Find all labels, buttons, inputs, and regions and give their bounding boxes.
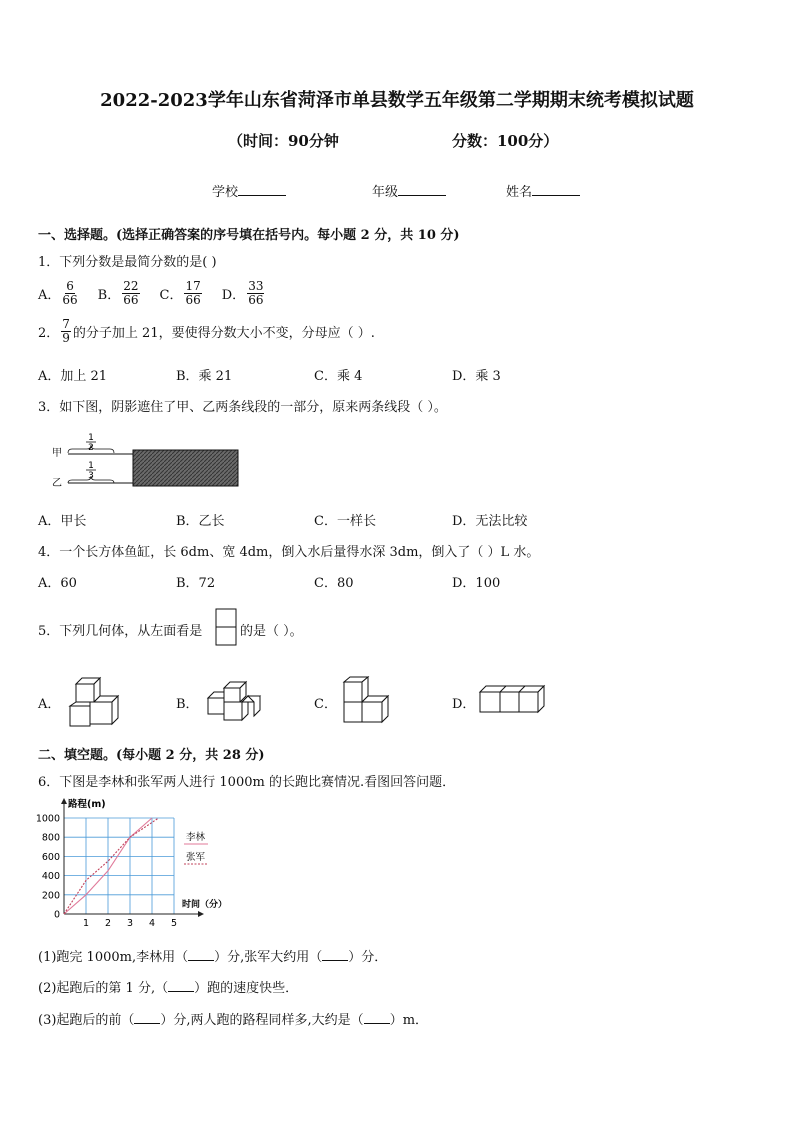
- answer-blank[interactable]: [188, 949, 214, 961]
- x-tick-label: 2: [104, 918, 112, 929]
- name-label: 姓名: [506, 185, 533, 200]
- q3-stem: 3．如下图，阴影遮住了甲、乙两条线段的一部分，原来两条线段（ ）。: [38, 400, 447, 415]
- x-axis-label: 时间（分）: [182, 900, 228, 910]
- legend-label: 李林: [186, 832, 206, 843]
- bottom-frac-den: 3: [88, 471, 94, 481]
- section2-title: 二、填空题。(每小题 2 分，共 28 分): [38, 748, 265, 763]
- page-title: 2022-2023学年山东省菏泽市单县数学五年级第二学期期末统考模拟试题: [100, 90, 694, 111]
- y-tick-label: 600: [41, 851, 60, 863]
- q1-option-a[interactable]: A． $\frac{6}{66}$: [38, 279, 78, 307]
- q5-stem-b: 的是（ ）。: [240, 624, 303, 639]
- top-frac-den: 2: [88, 443, 94, 453]
- name-field: [506, 181, 580, 200]
- q1-option-c[interactable]: C． $\frac{17}{66}$: [159, 279, 201, 307]
- q4-option-a[interactable]: A．60: [38, 576, 77, 591]
- bottom-frac-num: 1: [88, 461, 94, 471]
- fraction: $\frac{7}{9}$: [62, 317, 70, 345]
- name-blank[interactable]: [532, 183, 580, 196]
- q1-stem: 1．下列分数是最简分数的是( ): [38, 255, 217, 270]
- x-tick-label: 4: [148, 918, 156, 929]
- q2-option-a[interactable]: A．加上 21: [38, 369, 108, 384]
- top-frac-num: 1: [88, 433, 94, 443]
- q3-option-d[interactable]: D．无法比较: [452, 514, 528, 529]
- answer-blank[interactable]: [364, 1012, 390, 1024]
- exam-time: （时间：90分钟: [228, 132, 339, 150]
- x-tick-label: 5: [170, 918, 178, 929]
- left-view-icon: [215, 608, 237, 646]
- grade-blank[interactable]: [398, 183, 446, 196]
- legend-label: 张军: [186, 852, 206, 863]
- y-axis-arrow-icon: [61, 798, 67, 804]
- q3-option-c[interactable]: C．一样长: [314, 514, 376, 529]
- cube-solid-a-icon: [66, 674, 124, 728]
- q1-option-d[interactable]: D． $\frac{33}{66}$: [221, 279, 264, 307]
- q2-option-c[interactable]: C．乘 4: [314, 369, 363, 384]
- grade-label: 年级: [372, 185, 399, 200]
- answer-blank[interactable]: [168, 980, 194, 992]
- q4-option-c[interactable]: C．80: [314, 576, 354, 591]
- y-tick-label: 0: [53, 909, 60, 921]
- chart-ticks: [36, 814, 177, 930]
- fraction: $\frac{17}{66}$: [185, 279, 201, 307]
- shaded-cover: [133, 450, 238, 486]
- y-tick-label: 800: [41, 832, 60, 844]
- q2-stem: 2． $\frac{7}{9}$ 的分子加上 21，要使得分数大小不变，分母应（ ）.: [38, 317, 375, 345]
- school-field: [212, 181, 286, 200]
- y-tick-label: 400: [41, 871, 60, 883]
- y-axis-label: 路程(m): [68, 799, 106, 810]
- q3-option-b[interactable]: B．乙长: [176, 514, 225, 529]
- q6-sub3: (3)起跑后的前（ ）分,两人跑的路程同样多,大约是（ ）m．: [38, 1013, 429, 1028]
- q2-option-b[interactable]: B．乘 21: [176, 369, 233, 384]
- chart-series: [64, 818, 159, 914]
- q3-segment-figure: [40, 426, 270, 492]
- q4-option-b[interactable]: B．72: [176, 576, 216, 591]
- q5-stem-a: 5．下列几何体，从左面看是: [38, 624, 203, 639]
- chart-legend: [184, 831, 208, 864]
- running-distance-chart: [30, 796, 240, 932]
- fraction: $\frac{6}{66}$: [62, 279, 78, 307]
- q6-sub2: (2)起跑后的第 1 分,（ ）跑的速度快些．: [38, 981, 299, 996]
- jia-label: 甲: [52, 448, 62, 459]
- y-tick-label: 200: [41, 890, 60, 902]
- fraction: $\frac{33}{66}$: [248, 279, 264, 307]
- q5-option-d[interactable]: D．: [452, 697, 476, 712]
- q5-option-a[interactable]: A．: [38, 697, 61, 712]
- q6-sub1: (1)跑完 1000m,李林用（ ）分,张军大约用（ ）分．: [38, 950, 388, 965]
- cube-solid-d-icon: [478, 684, 546, 714]
- grade-field: [372, 181, 446, 200]
- x-axis-arrow-icon: [198, 911, 204, 917]
- fraction: $\frac{22}{66}$: [123, 279, 139, 307]
- q4-stem: 4．一个长方体鱼缸，长 6dm、宽 4dm，倒入水后量得水深 3dm，倒入了（ ）L 水。: [38, 545, 540, 560]
- q5-option-b[interactable]: B．: [176, 697, 199, 712]
- answer-blank[interactable]: [322, 949, 348, 961]
- cube-solid-c-icon: [340, 676, 390, 726]
- q3-option-a[interactable]: A．甲长: [38, 514, 87, 529]
- q5-option-c[interactable]: C．: [314, 697, 337, 712]
- q6-stem: 6．下图是李林和张军两人进行 1000m 的长跑比赛情况.看图回答问题．: [38, 775, 456, 790]
- exam-score: 分数：100分）: [452, 132, 559, 150]
- x-tick-label: 3: [126, 918, 134, 929]
- yi-label: 乙: [52, 478, 62, 489]
- q2-option-d[interactable]: D．乘 3: [452, 369, 501, 384]
- q1-option-b[interactable]: B． $\frac{22}{66}$: [97, 279, 139, 307]
- x-tick-label: 1: [82, 918, 90, 929]
- school-blank[interactable]: [238, 183, 286, 196]
- school-label: 学校: [212, 185, 239, 200]
- cube-solid-b-icon: [204, 680, 262, 724]
- q1-options: [38, 280, 266, 307]
- answer-blank[interactable]: [134, 1012, 160, 1024]
- section1-title: 一、选择题。(选择正确答案的序号填在括号内。每小题 2 分，共 10 分): [38, 228, 460, 243]
- y-tick-label: 1000: [35, 813, 60, 825]
- q4-option-d[interactable]: D．100: [452, 576, 501, 591]
